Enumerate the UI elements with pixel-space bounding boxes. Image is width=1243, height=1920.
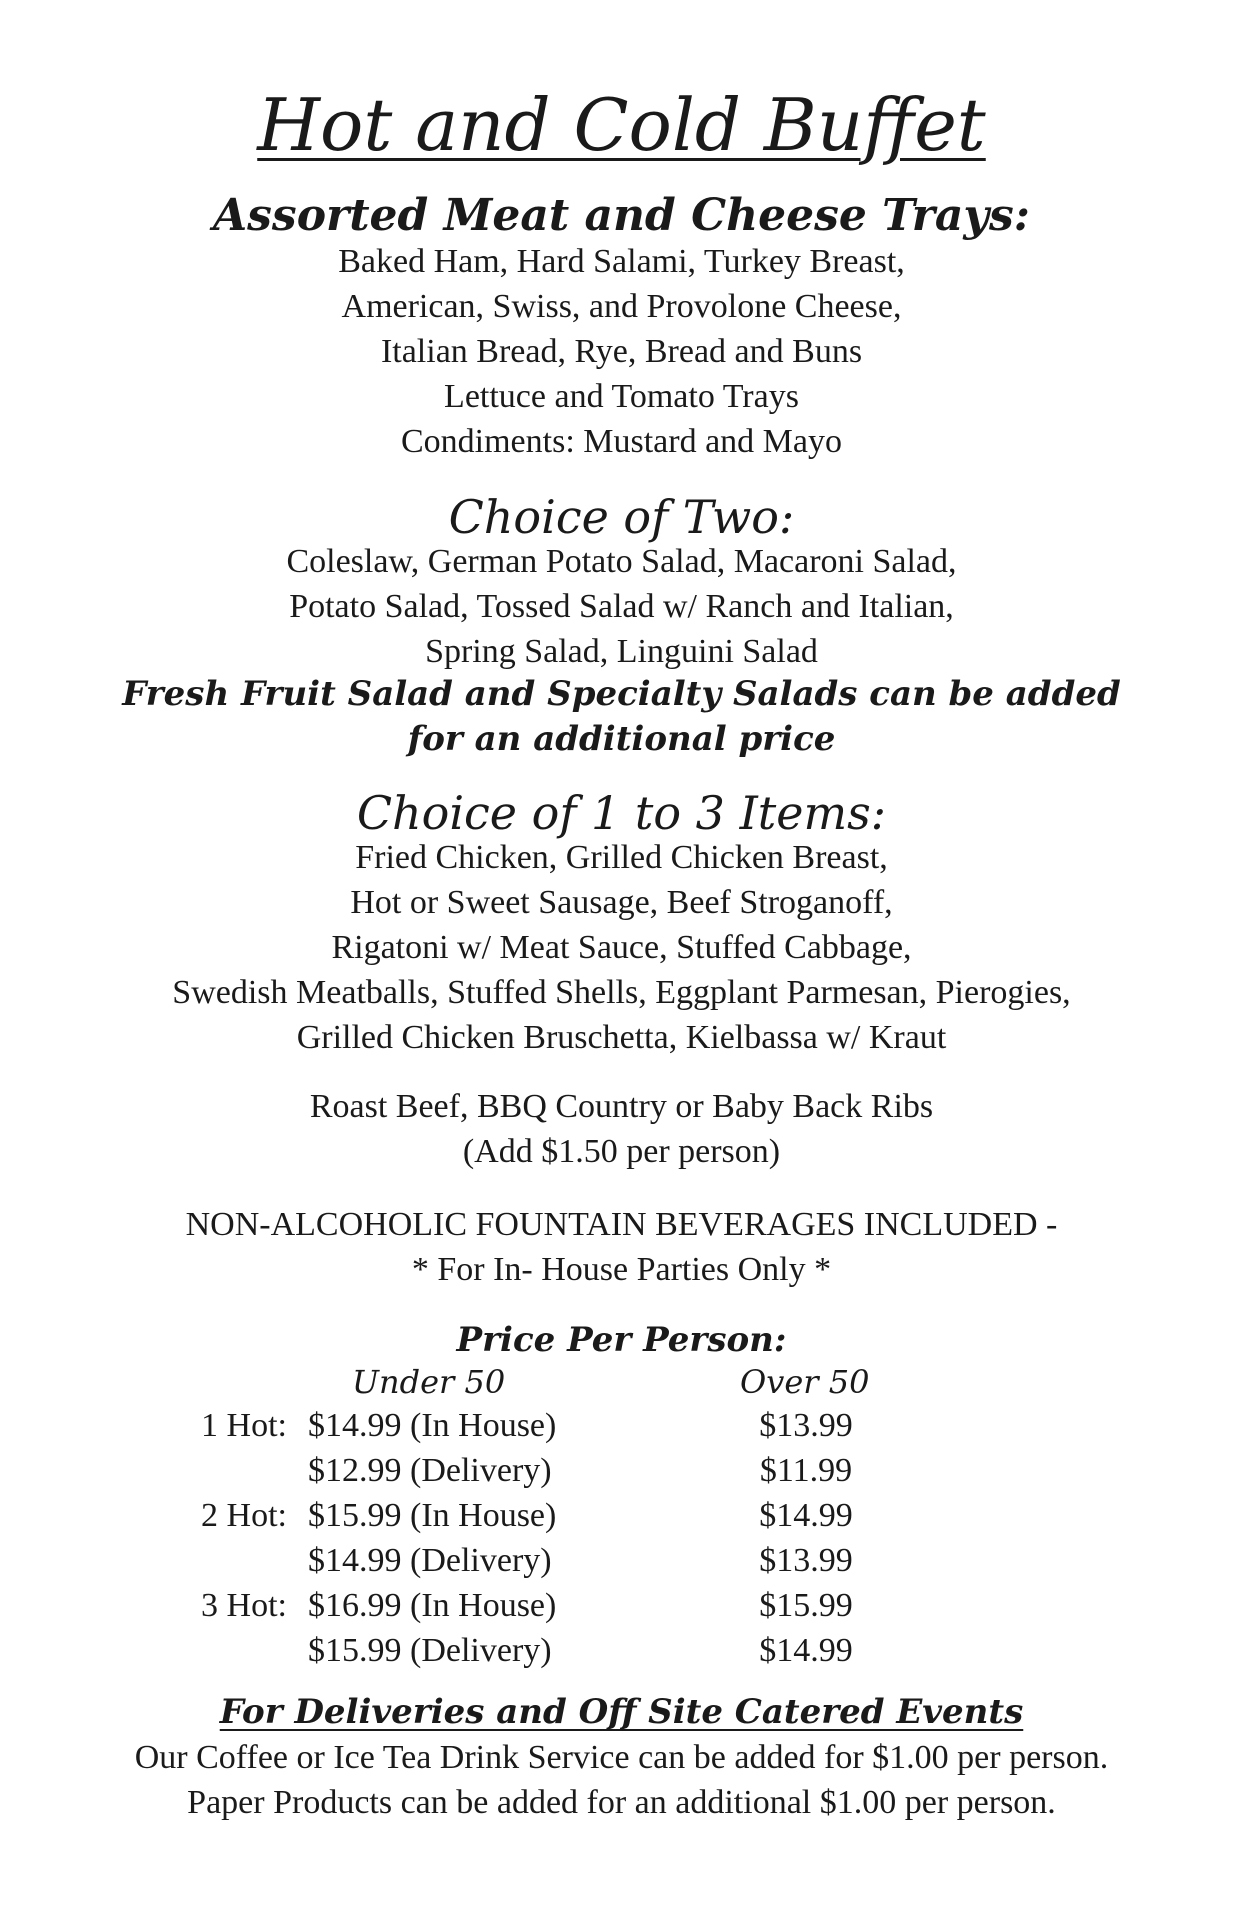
choice-two-line: Potato Salad, Tossed Salad w/ Ranch and Italian, <box>289 588 954 625</box>
deliveries-line: Paper Products can be added for an additional $1.00 per person. <box>187 1784 1056 1821</box>
price-under: $12.99 (Delivery) <box>308 1452 552 1489</box>
choice-items-line: Fried Chicken, Grilled Chicken Breast, <box>355 839 888 876</box>
price-under: $15.99 (Delivery) <box>308 1632 552 1669</box>
deliveries-line: Our Coffee or Ice Tea Drink Service can be added for $1.00 per person. <box>134 1739 1109 1776</box>
choice-items-heading: Choice of 1 to 3 Items: <box>356 786 887 840</box>
price-row-label: 2 Hot: <box>201 1497 287 1534</box>
page-title: Hot and Cold Buffet <box>257 83 986 167</box>
choice-items-line: Rigatoni w/ Meat Sauce, Stuffed Cabbage, <box>331 929 912 966</box>
meat-cheese-heading: Assorted Meat and Cheese Trays: <box>213 190 1030 241</box>
deliveries-heading: For Deliveries and Off Site Catered Events <box>219 1692 1024 1732</box>
choice-two-line: Spring Salad, Linguini Salad <box>425 633 818 670</box>
upcharge-line: Roast Beef, BBQ Country or Baby Back Ribs <box>309 1088 934 1125</box>
choice-items-line: Swedish Meatballs, Stuffed Shells, Eggplant Parmesan, Pierogies, <box>172 974 1071 1011</box>
choice-items-line: Hot or Sweet Sausage, Beef Stroganoff, <box>350 884 893 921</box>
price-row-label: 3 Hot: <box>201 1587 287 1624</box>
price-over: $13.99 <box>759 1542 853 1579</box>
choice-items-line: Grilled Chicken Bruschetta, Kielbassa w/ Kraut <box>296 1019 947 1056</box>
price-row-label: 1 Hot: <box>201 1407 287 1444</box>
price-over: $11.99 <box>759 1452 853 1489</box>
price-per-person-heading: Price Per Person: <box>456 1320 787 1360</box>
specialty-salad-note: for an additional price <box>407 719 836 759</box>
meat-cheese-line: Condiments: Mustard and Mayo <box>400 423 843 460</box>
meat-cheese-line: Italian Bread, Rye, Bread and Buns <box>380 333 863 370</box>
price-over: $14.99 <box>759 1497 853 1534</box>
specialty-salad-note: Fresh Fruit Salad and Specialty Salads can be added <box>122 674 1121 714</box>
meat-cheese-line: American, Swiss, and Provolone Cheese, <box>341 288 902 325</box>
price-over: $15.99 <box>759 1587 853 1624</box>
price-under: $14.99 (Delivery) <box>308 1542 552 1579</box>
price-under: $16.99 (In House) <box>308 1587 557 1624</box>
beverages-line: NON-ALCOHOLIC FOUNTAIN BEVERAGES INCLUDED - <box>185 1206 1058 1243</box>
col-under-50: Under 50 <box>352 1363 506 1401</box>
beverages-line: * For In- House Parties Only * <box>411 1251 832 1288</box>
price-over: $13.99 <box>759 1407 853 1444</box>
meat-cheese-line: Baked Ham, Hard Salami, Turkey Breast, <box>338 243 905 280</box>
meat-cheese-line: Lettuce and Tomato Trays <box>444 378 799 415</box>
choice-two-heading: Choice of Two: <box>448 490 795 544</box>
choice-two-line: Coleslaw, German Potato Salad, Macaroni Salad, <box>286 543 957 580</box>
col-over-50: Over 50 <box>740 1363 870 1401</box>
price-under: $14.99 (In House) <box>308 1407 557 1444</box>
price-over: $14.99 <box>759 1632 853 1669</box>
upcharge-line: (Add $1.50 per person) <box>462 1133 781 1170</box>
price-under: $15.99 (In House) <box>308 1497 557 1534</box>
